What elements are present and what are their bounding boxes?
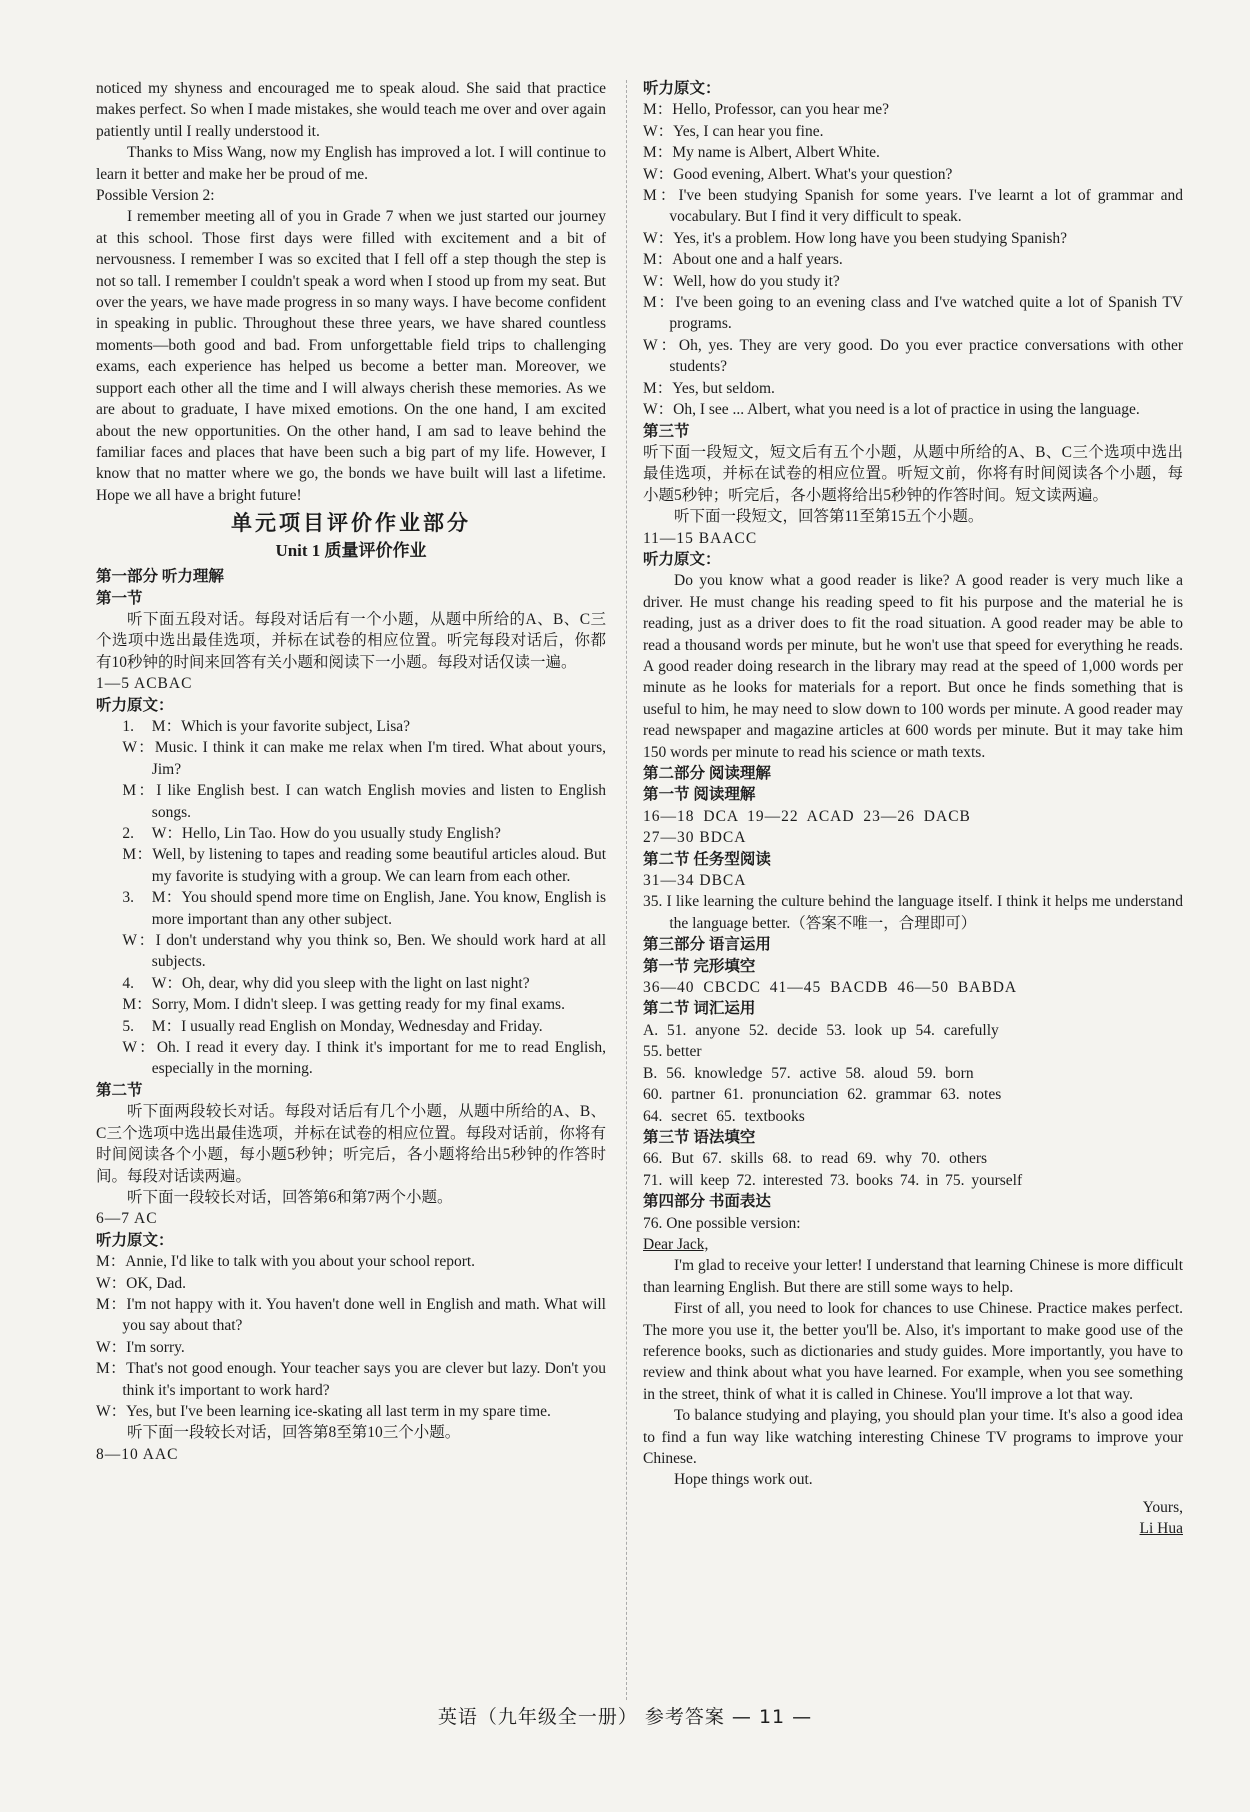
script-label: 听力原文： [643,80,721,97]
essay2: I remember meeting all of you in Grade 7 when we just started our journey at this school. Those first days were filled with excitement and a bit of nervousness. I remember I was so excited that I fell off a step though the step is not so tall. I remember I couldn't speak a word when I stood up from my seat. But over the years, we have made progress in so many ways. I have become confident in speaking in public. Throughout these three years, we have shared countless moments—both good and bad. From unforgettable field trips to challenging exams, each experience has helped us become a better man. Moreover, we support each other all the time and I will always cherish these memories. As we are about to graduate, I have mixed emotions. On the one hand, I am excited about the new opportunities. On the other hand, I am sad to leave behind the familiar faces and places that have been such a big part of my life. However, I know that no matter where we go, the bonds we have built will last a lifetime. Hope we all have a bright future! [96,208,606,504]
sec3-instructions: 听下面一段短文，短文后有五个小题，从题中所给的A、B、C三个选项中选出最佳选项，并标在试卷的相应位置。听短文前，你将有时间阅读各个小题，每小题5秒钟；听完后，各小题将给出5秒钟的作答时间。短文读两遍。 [643,443,1183,504]
dialog8-line: W：Well, how do you study it? [643,272,840,290]
q76-label: 76. One possible version: [643,1214,801,1232]
part1-heading: 第一部分 听力理解 [96,568,224,586]
dialog8-line: M：My name is Albert, Albert White. [643,144,880,162]
listening-passage: Do you know what a good reader is like? A good reader is very much like a driver. He must change his reading speed to fit his purpose and the material he is reading, just as a driver does to fit the road situation. A good reader may be able to read a thousand words per minute, but he won't use that speed for everything he reads. A good reader doing research in the library may read at the speed of 1,000 words per minute as he looks for materials for a report. But once he finds something that is useful to him, he may need to slow down to 100 words per minute. A good reader may read newspaper and magazine articles at 600 words per minute. But it may take him 150 words per minute to read his science or math texts. [643,572,1183,761]
dialog-line: W：Oh, dear, why did you sleep with the light on last night? [151,974,530,992]
dialog-line: M：I like English best. I can watch English movies and listen to English songs. [122,782,606,821]
answers-31-34: 31—34 DBCA [643,872,747,890]
dialog8-line: M：Yes, but seldom. [643,379,775,397]
unit-title: Unit 1 质量评价作业 [275,541,427,561]
answer-35: 35. I like learning the culture behind the language itself. I think it helps me understand the language better.（答案不唯一，合理即可） [643,893,1183,932]
column-divider [626,80,627,1700]
grammar-line2: 71. will keep 72. interested 73. books 74. in 75. yourself [643,1171,1023,1189]
version2-label: Possible Version 2: [96,187,215,205]
dialog-5 [96,1016,606,1080]
part2-heading: 第二部分 阅读理解 [643,765,771,782]
dialog-line: W：Hello, Lin Tao. How do you usually study English? [151,825,501,842]
letter-para2: First of all, you need to look for chances to use Chinese. Practice makes perfect. The more you use it, the better you'll be. Also, it's important to make good use of the reference books, such as dictionaries and study guides. More importantly, you have to review and think about what you have learned. For example, when you see something in the street, think of what it is called in Chinese. You'll improve a lot that way. [643,1300,1183,1403]
dialog-line: W：I don't understand why you think so, Ben. We should work hard at all subjects. [122,932,606,971]
dialog-line: W：Oh. I read it every day. I think it's important for me to read English, especially in the morning. [122,1039,606,1078]
dialog8-line: M：I've been studying Spanish for some years. I've learnt a lot of grammar and vocabulary. But I find it very difficult to speak. [643,187,1183,226]
letter-para1: I'm glad to receive your letter! I understand that learning Chinese is more difficult than learning English. But there are still some ways to help. [643,1257,1183,1296]
dialog8-line: M：About one and a half years. [643,251,843,269]
sec2-instructions: 听下面两段较长对话。每段对话后有几个小题，从题中所给的A、B、C三个选项中选出最佳选项，并标在试卷的相应位置。每段对话前，你将有时间阅读各个小题，每小题5秒钟；听完后，各小题将给出5秒钟的作答时间。每段对话读两遍。 [96,1103,606,1185]
answers-27-30: 27—30 BDCA [643,829,747,847]
answers-8-10: 8—10 AAC [96,1445,179,1463]
letter-closing: Yours, [1142,1498,1183,1516]
dialog-number: 1. [122,717,134,735]
dialog-line: M：Sorry, Mom. I didn't sleep. I was getting ready for my final exams. [122,996,565,1014]
dialog-line: W：Music. I think it can make me relax when I'm tired. What about yours, Jim? [122,739,606,778]
dialog-number: 3. [122,889,134,907]
vocab-b-line2: 60. partner 61. pronunciation 62. grammar 63. notes [643,1086,1002,1104]
vocab-b-line3: 64. secret 65. textbooks [643,1107,805,1125]
dialog8-line: M：Hello, Professor, can you hear me? [643,101,890,119]
dialog6-line: M：Annie, I'd like to talk with you about your school report. [96,1253,476,1271]
sec1-heading: 第一节 [96,589,143,607]
dialog6-line: W：OK, Dad. [96,1274,186,1292]
script-label: 听力原文： [96,1231,174,1249]
dialog-line: M：I usually read English on Monday, Wednesday and Friday. [151,1017,543,1035]
answers-6-7: 6—7 AC [96,1210,158,1228]
dialog6-line: W：I'm sorry. [96,1338,185,1356]
part3-sec1-heading: 第一节 完形填空 [643,957,756,975]
vocab-a-line1: A. 51. anyone 52. decide 53. look up 54. carefully [643,1021,999,1039]
dialog8-line: W：Oh, I see ... Albert, what you need is a lot of practice in using the language. [643,401,1140,419]
vocab-a-line2: 55. better [643,1043,702,1061]
dialog8-line: W：Good evening, Albert. What's your question? [643,165,953,183]
dialog-line: M：Well, by listening to tapes and reading some beautiful articles aloud. But my favorite is studying with a group. We can learn from each other. [122,846,606,885]
essay1-para1: noticed my shyness and encouraged me to speak aloud. She said that practice makes perfect. So when I made mistakes, she would teach me over and over again patiently until I really understood it. [96,80,606,140]
part3-sec2-heading: 第二节 词汇运用 [643,1000,756,1018]
part3-heading: 第三部分 语言运用 [643,936,771,954]
answers-1-5: 1—5 ACBAC [96,675,193,693]
essay1-para2: Thanks to Miss Wang, now my English has improved a lot. I will continue to learn it better and make her be proud of me. [96,144,606,183]
dialog-3 [96,887,606,973]
answers-16-26: 16—18 DCA 19—22 ACAD 23—26 DACB [643,807,971,825]
part3-sec3-heading: 第三节 语法填空 [643,1128,756,1146]
dialog-number: 5. [122,1017,134,1035]
letter-para4: Hope things work out. [674,1471,813,1489]
left-column [96,78,606,1465]
letter-salutation: Dear Jack, [643,1235,709,1253]
dialog-line: M：Which is your favorite subject, Lisa? [151,717,411,735]
dialog6-line: M：That's not good enough. Your teacher says you are clever but lazy. Don't you think it's important to work hard? [96,1360,606,1399]
dialog-line: M：You should spend more time on English, Jane. You know, English is more important than any other subject. [151,889,606,928]
dialog-4 [96,973,606,1016]
sec1-instructions: 听下面五段对话。每段对话后有一个小题，从题中所给的A、B、C三个选项中选出最佳选项，并标在试卷的相应位置。听完每段对话后，你都有10秒钟的时间来回答有关小题和阅读下一小题。每段对话仅读一遍。 [96,610,606,671]
dialog-1 [96,716,606,823]
vocab-b-line1: B. 56. knowledge 57. active 58. aloud 59. born [643,1064,974,1082]
dialog8-line: W：Yes, it's a problem. How long have you been studying Spanish? [643,229,1067,247]
dialog6-line: W：Yes, but I've been learning ice-skating all last term in my spare time. [96,1402,551,1420]
dialog8-line: W：Yes, I can hear you fine. [643,122,824,140]
sec3-question: 听下面一段短文，回答第11至第15五个小题。 [674,508,984,526]
sec2-heading: 第二节 [96,1081,143,1099]
script-label: 听力原文： [643,550,721,568]
part2-sec2-heading: 第二节 任务型阅读 [643,850,771,868]
dialog-2 [96,823,606,887]
page-footer: 英语（九年级全一册） 参考答案 — 11 — [437,1706,813,1728]
letter-para3: To balance studying and playing, you should plan your time. It's also a good idea to find a fun way like watching interesting Chinese TV programs to improve your Chinese. [643,1407,1183,1467]
dialog8-line: W：Oh, yes. They are very good. Do you ever practice conversations with other students? [643,336,1183,376]
part2-sec1-heading: 第一节 阅读理解 [643,786,756,804]
right-column [643,78,1183,1540]
script-label: 听力原文： [96,696,174,714]
letter-signature: Li Hua [1139,1520,1183,1538]
dialog-number: 4. [122,974,134,992]
sec3-heading: 第三节 [643,422,690,440]
answers-36-50: 36—40 CBCDC 41—45 BACDB 46—50 BABDA [643,979,1018,997]
sec2-question2: 听下面一段较长对话，回答第8至第10三个小题。 [127,1424,461,1442]
dialog8-line: M：I've been going to an evening class and I've watched quite a lot of Spanish TV programs. [643,294,1183,333]
grammar-line1: 66. But 67. skills 68. to read 69. why 70. others [643,1150,988,1168]
sec2-question1: 听下面一段较长对话，回答第6和第7两个小题。 [127,1188,453,1206]
part4-heading: 第四部分 书面表达 [643,1193,771,1211]
section-title: 单元项目评价作业部分 [231,511,471,536]
dialog6-line: M：I'm not happy with it. You haven't done well in English and math. What will you say about that? [96,1295,606,1335]
answers-11-15: 11—15 BAACC [643,529,758,547]
dialog-number: 2. [122,825,134,842]
